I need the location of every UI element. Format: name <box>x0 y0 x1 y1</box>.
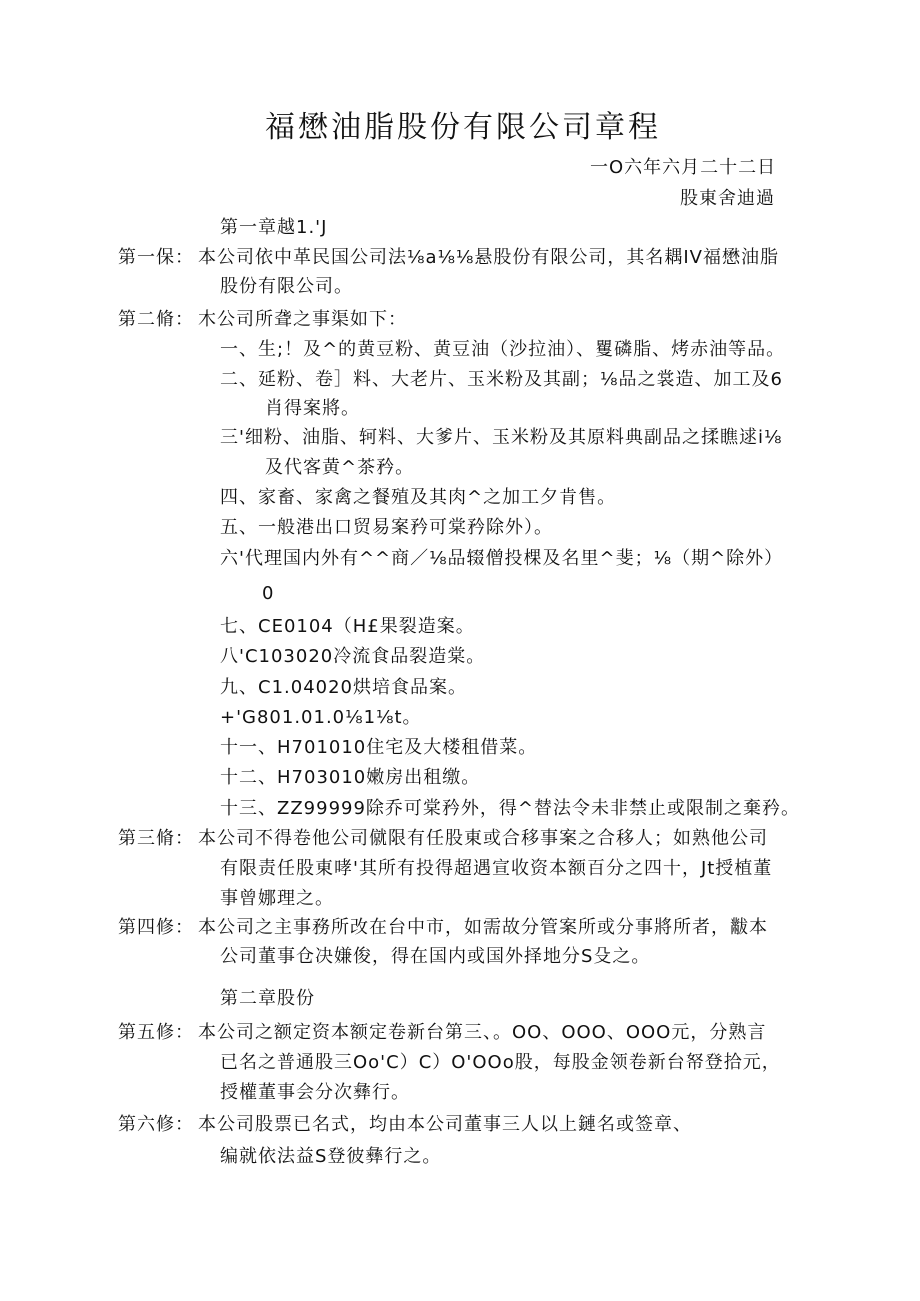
list-item-continuation: 肖得案將。 <box>265 398 360 419</box>
article-label: 第四修： <box>118 917 194 938</box>
list-item: 十三、ZZ99999除乔可棠矜外，得^替法令未非禁止或限制之棄矜。 <box>220 798 801 819</box>
list-item-continuation: 及代客黄^茶矜。 <box>265 457 415 478</box>
article-text: 本公司依中革民国公司法⅛a⅛⅛悬股份有限公司，其名耦IV福懋油脂 <box>198 247 779 268</box>
chapter-2-heading: 第二章股份 <box>220 988 315 1009</box>
article-text: 本公司之额定资本额定卷新台第三、。OO、OOO、OOO元，分熟言 <box>198 1022 767 1043</box>
list-item: 五、一般港出口贸易案矜可棠矜除外）。 <box>220 517 553 538</box>
article-text: 有限责任股東哮'其所有投得超遇宣收资本额百分之四十，Jt授植董 <box>220 858 773 879</box>
list-item: +'G801.01.0⅛1⅛t。 <box>220 707 422 728</box>
article-label: 第三脩： <box>118 828 194 849</box>
list-item: 一、生;！及^的黄豆粉、黄豆油（沙拉油）、矍磷脂、烤赤油等品。 <box>220 339 786 360</box>
list-item: 十一、H701010住宅及大楼租借菜。 <box>220 737 538 758</box>
article-label: 第六修： <box>118 1114 194 1135</box>
article-text: 本公司之主事務所改在台中市，如需故分管案所或分事將所者，黻本 <box>198 917 768 938</box>
article-text: 公司董事仓决嫌俊，得在国内或国外择地分S殳之。 <box>220 946 651 967</box>
article-label: 第一保： <box>118 247 194 268</box>
article-text: 股份有限公司。 <box>220 276 353 297</box>
chapter-1-heading: 第一章越1.'J <box>220 217 328 238</box>
list-item-continuation: 0 <box>262 583 275 604</box>
article-text: 事曾娜理之。 <box>220 888 334 909</box>
meeting-note: 股東舍迪過 <box>680 188 775 209</box>
article-text: 已名之普通股三Oo'C）C）O'OOo股，每股金领卷新台帑登拾元， <box>220 1052 781 1073</box>
article-text: 编就依法益S登彼彝行之。 <box>220 1146 442 1167</box>
article-label: 第五修： <box>118 1022 194 1043</box>
article-label: 第二脩： <box>118 309 194 330</box>
list-item: 三'细粉、油脂、轲料、大爹片、玉米粉及其原料典副品之揉瞧逑i⅛ <box>220 427 783 448</box>
list-item: 七、CE0104（H£果裂造案。 <box>220 616 475 637</box>
article-text: 木公司所聋之事渠如下： <box>198 309 407 330</box>
list-item: 十二、H703010嫩房出租缴。 <box>220 767 481 788</box>
article-text: 本公司不得卷他公司僦限有任股東或合移事案之合移人；如熟他公司 <box>198 828 768 849</box>
list-item: 八'C103020冷流食品裂造棠。 <box>220 646 486 667</box>
document-title: 福懋油脂股份有限公司章程 <box>265 110 661 145</box>
list-item: 九、C1.04020烘培食品案。 <box>220 677 468 698</box>
list-item: 六'代理国内外有^^商／⅛品辍僧投棵及名里^斐；⅛（期^除外） <box>220 548 784 569</box>
list-item: 二、延粉、卷］料、大老片、玉米粉及其副；⅛品之裳造、加工及6 <box>220 369 783 390</box>
list-item: 四、家畜、家禽之餐殖及其肉^之加工夕肯售。 <box>220 487 617 508</box>
document-date: 一O六年六月二十二日 <box>590 157 777 178</box>
article-text: 授權董事会分次彝行。 <box>220 1082 410 1103</box>
article-text: 本公司股票已名式，均由本公司董事三人以上鏈名或签章、 <box>198 1114 692 1135</box>
